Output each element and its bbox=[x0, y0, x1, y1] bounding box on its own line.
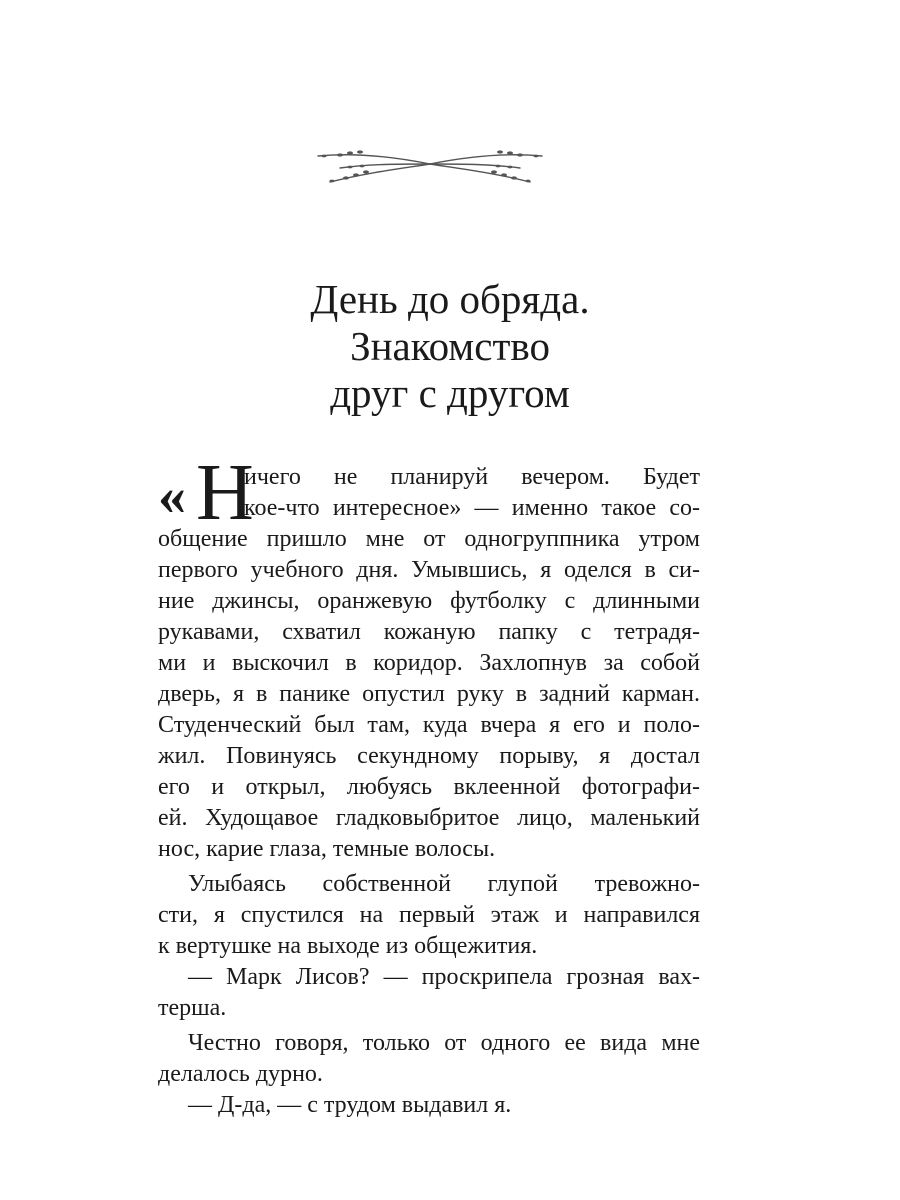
text-line: первого учебного дня. Умывшись, я оделся в си- bbox=[158, 557, 700, 583]
paragraph-3 bbox=[158, 962, 700, 1024]
drop-cap: Н bbox=[196, 449, 254, 537]
opening-paragraph-start bbox=[158, 449, 700, 537]
text-line: ми и выскочил в коридор. Захлопнув за собой bbox=[158, 650, 700, 676]
text-line: жил. Повинуясь секундному порыву, я достал bbox=[158, 743, 700, 769]
text-line: сти, я спустился на первый этаж и направился bbox=[158, 902, 700, 928]
text-line: — Д-да, — с трудом выдавил я. bbox=[188, 1092, 512, 1118]
text-line: его и открыл, любуясь вклеенной фотографи- bbox=[158, 774, 700, 800]
text-line: ей. Худощавое гладковыбритое лицо, маленький bbox=[158, 805, 700, 831]
text-line: рукавами, схватил кожаную папку с тетрадя- bbox=[158, 619, 700, 645]
text-line: ние джинсы, оранжевую футболку с длинными bbox=[158, 588, 700, 614]
chapter-title bbox=[0, 276, 900, 417]
opening-guillemet: « bbox=[158, 465, 186, 527]
text-line: к вертушке на выходе из общежития. bbox=[158, 933, 538, 959]
text-line: Студенческий был там, куда вчера я его и поло- bbox=[158, 712, 700, 738]
text-line: ичего не планируй вечером. Будет bbox=[244, 464, 700, 490]
chapter-title-line: друг с другом bbox=[330, 370, 570, 416]
paragraph-5 bbox=[158, 1090, 700, 1121]
text-line: делалось дурно. bbox=[158, 1061, 323, 1087]
chapter-title-line: Знакомство bbox=[350, 323, 550, 369]
text-line: терша. bbox=[158, 995, 227, 1021]
text-line: общение пришло мне от одногруппника утром bbox=[158, 526, 700, 552]
chapter-title-line: День до обряда. bbox=[310, 276, 590, 322]
text-line: Честно говоря, только от одного ее вида мне bbox=[188, 1030, 700, 1056]
text-line: — Марк Лисов? — проскрипела грозная вах- bbox=[188, 964, 700, 990]
text-line: дверь, я в панике опустил руку в задний карман. bbox=[158, 681, 700, 707]
text-line: нос, карие глаза, темные волосы. bbox=[158, 836, 496, 862]
paragraph-4 bbox=[158, 1028, 700, 1090]
paragraph-1 bbox=[158, 524, 700, 865]
paragraph-2 bbox=[158, 869, 700, 962]
text-line: кое-что интересное» — именно такое со- bbox=[244, 495, 700, 521]
body-text bbox=[158, 449, 700, 1121]
text-line: Улыбаясь собственной глупой тревожно- bbox=[188, 871, 700, 897]
lavender-ornament-icon bbox=[310, 138, 550, 190]
